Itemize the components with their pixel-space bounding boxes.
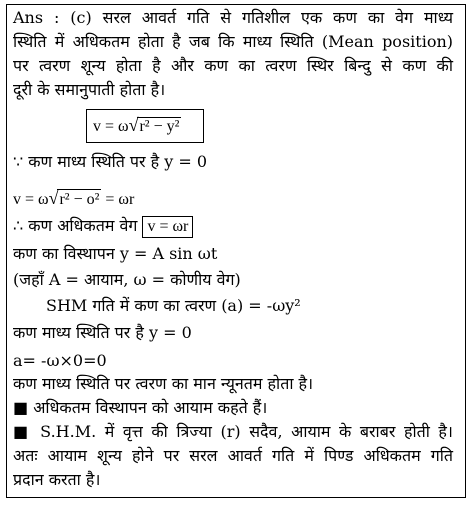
answer-line-10: कण माध्य स्थिति पर है y = 0 (13, 323, 192, 342)
answer-line-16: प्रदान करता है। (13, 470, 101, 489)
max-velocity-box: v = ωr (142, 216, 193, 238)
velocity-equation-box: v = ω√r² − y² (86, 109, 204, 143)
answer-line-2: स्थिति में अधिकतम होता है जब कि माध्य स्थिति (Mean position) (13, 32, 453, 51)
answer-line-9: SHM गति में कण का त्वरण (a) = -ωy² (46, 296, 301, 315)
equation-root: r² − y² (139, 118, 180, 135)
answer-line-13: ■ अधिकतम विस्थापन को आयाम कहते हैं। (13, 398, 268, 417)
answer-line-11: a= -ω×0=0 (13, 351, 107, 370)
answer-line-12: कण माध्य स्थिति पर त्वरण का मान न्यूनतम होता है। (13, 374, 314, 393)
answer-line-1: Ans : (c) सरल आवर्त गति से गतिशील एक कण का वेग माध्य (13, 8, 453, 27)
answer-line-8: (जहाँ A = आयाम, ω = कोणीय वेग) (13, 270, 241, 289)
equation-text: v = ω (93, 118, 129, 135)
answer-line-15: अतः आयाम शून्य होने पर सरल आवर्त गति में पिण्ड अधिकतम गति (13, 446, 453, 465)
answer-line-7: कण का विस्थापन y = A sin ωt (13, 244, 218, 263)
velocity-equation-2: v = ω√r² − o² = ωr (13, 188, 135, 208)
answer-line-5: ∵ कण माध्य स्थिति पर है y = 0 (13, 152, 208, 171)
answer-line-6: ∴ कण अधिकतम वेग v = ωr (13, 216, 193, 238)
answer-line-4: दूरी के समानुपाती होता है। (13, 80, 166, 99)
answer-line-3: पर त्वरण शून्य होता है और कण का त्वरण स्थिर बिन्दु से कण की (13, 56, 453, 75)
answer-line-14: ■ S.H.M. में वृत्त की त्रिज्या (r) सदैव, आयाम के बराबर होती है। (13, 422, 453, 441)
